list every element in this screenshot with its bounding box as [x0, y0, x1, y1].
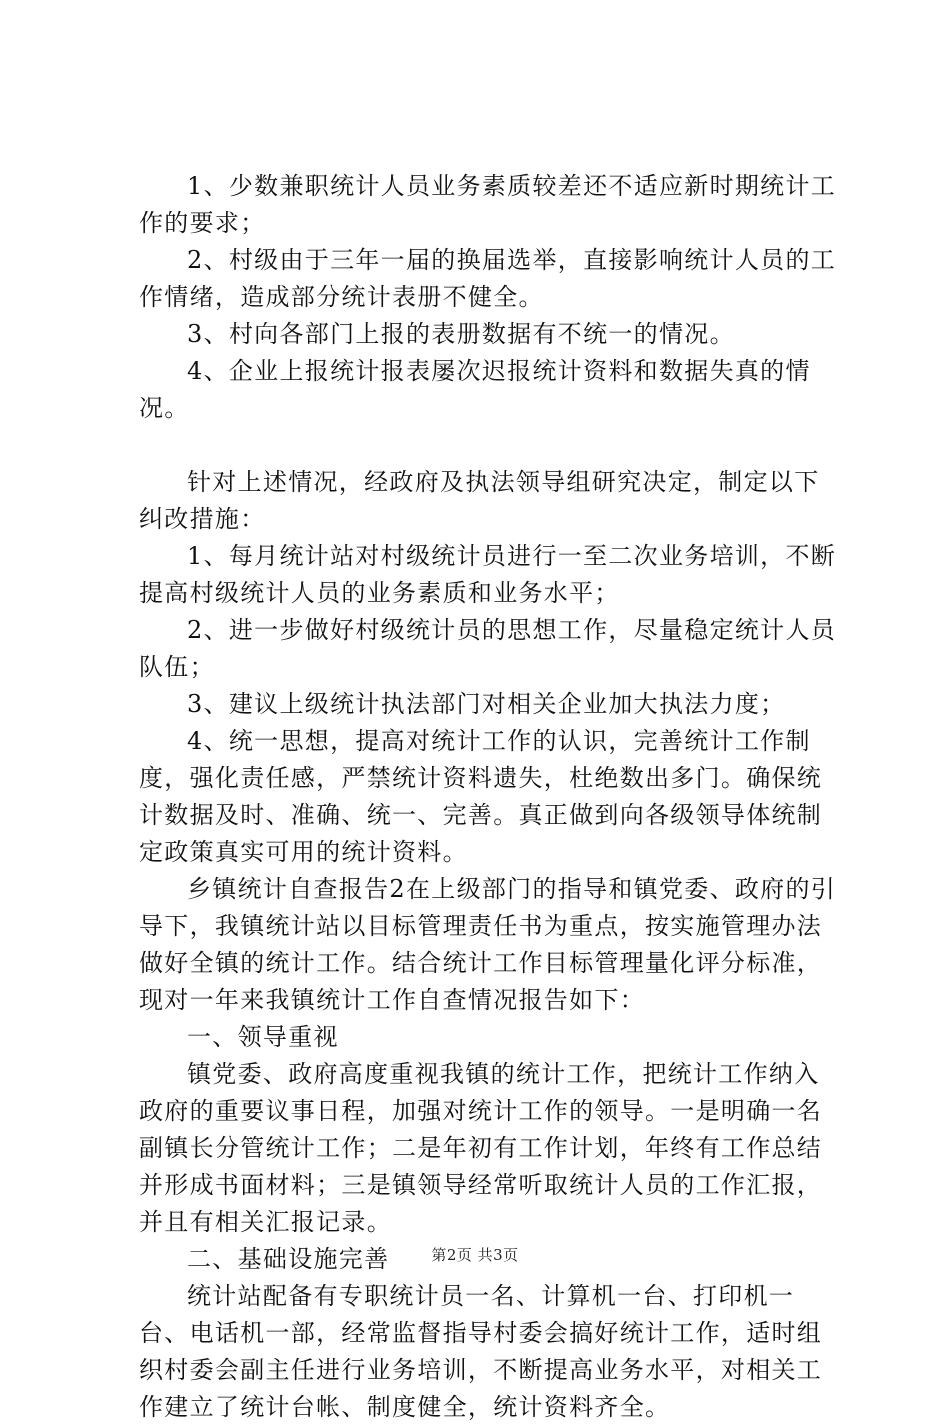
measure-item-4: 4、统一思想，提高对统计工作的认识，完善统计工作制度，强化责任感，严禁统计资料遗失，杜绝数出多门。确保统计数据及时、准确、统一、完善。真正做到向各级领导体统制定政策真实可用的统计资料。 — [139, 727, 823, 866]
page-number-footer: 第2页 共3页 — [431, 1246, 519, 1264]
document-body — [139, 168, 839, 1426]
measure-item-1: 1、每月统计站对村级统计员进行一至二次业务培训，不断提高村级统计人员的业务素质和业务水平； — [139, 542, 837, 607]
problem-item-1: 1、少数兼职统计人员业务素质较差还不适应新时期统计工作的要求； — [139, 172, 837, 237]
paragraph-gap — [139, 427, 839, 464]
problem-item-3: 3、村向各部门上报的表册数据有不统一的情况。 — [187, 320, 735, 348]
section-body-1: 镇党委、政府高度重视我镇的统计工作，把统计工作纳入政府的重要议事日程，加强对统计工作的领导。一是明确一名副镇长分管统计工作；二是年初有工作计划，年终有工作总结并形成书面材料；三是镇领导经常听取统计人员的工作汇报，并且有相关汇报记录。 — [139, 1060, 823, 1236]
measure-item-2: 2、进一步做好村级统计员的思想工作，尽量稳定统计人员队伍； — [139, 616, 837, 681]
section-heading-1: 一、领导重视 — [187, 1023, 339, 1051]
measure-item-3: 3、建议上级统计执法部门对相关企业加大执法力度； — [187, 690, 786, 718]
section-body-2: 统计站配备有专职统计员一名、计算机一台、打印机一台、电话机一部，经常监督指导村委会搞好统计工作，适时组织村委会副主任进行业务培训，不断提高业务水平，对相关工作建立了统计台帐、制度健全，统计资料齐全。 — [139, 1282, 823, 1421]
problem-item-4: 4、企业上报统计报表屡次迟报统计资料和数据失真的情况。 — [139, 357, 811, 422]
report-intro: 乡镇统计自查报告2在上级部门的指导和镇党委、政府的引导下，我镇统计站以目标管理责任书为重点，按实施管理办法做好全镇的统计工作。结合统计工作目标管理量化评分标准，现对一年来我镇统计工作自查情况报告如下： — [139, 875, 837, 1014]
section-heading-2: 二、基础设施完善 — [187, 1245, 390, 1273]
problem-item-2: 2、村级由于三年一届的换届选举，直接影响统计人员的工作情绪，造成部分统计表册不健全。 — [139, 246, 837, 311]
measures-intro: 针对上述情况，经政府及执法领导组研究决定，制定以下纠改措施： — [139, 468, 820, 533]
